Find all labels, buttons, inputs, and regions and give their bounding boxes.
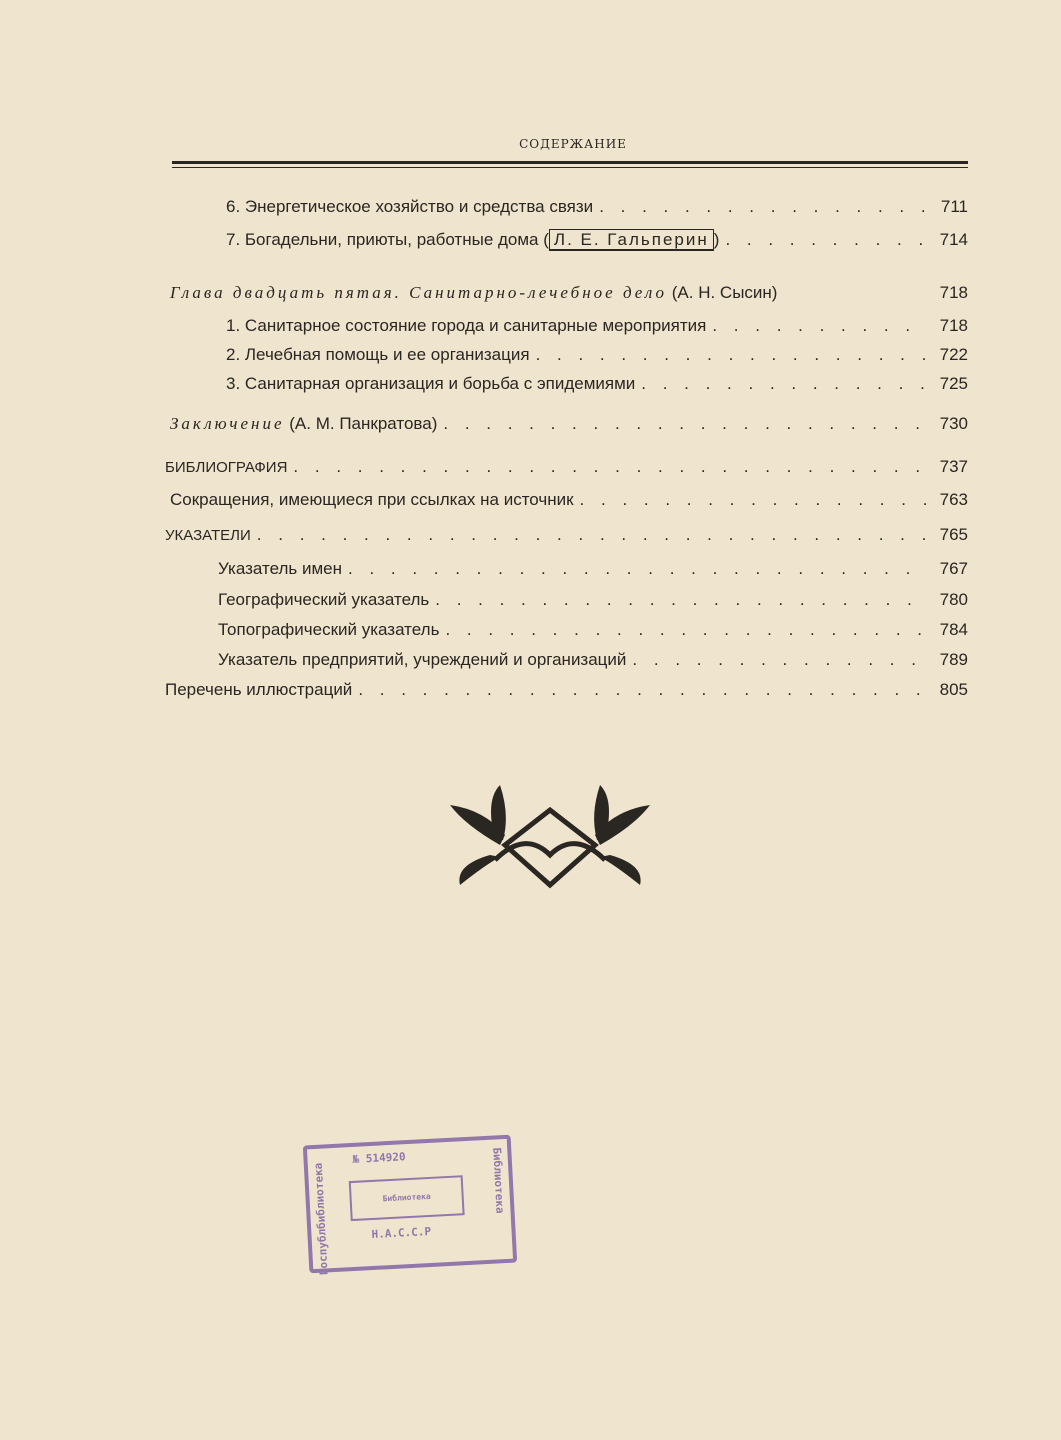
chapter-author: (А. М. Панкратова) [289, 414, 438, 433]
dot-leader [632, 649, 928, 671]
toc-entry [218, 649, 968, 671]
stamp-text: Н.А.С.С.Р [371, 1224, 432, 1242]
page-number: 767 [939, 559, 968, 578]
toc-entry [226, 373, 968, 395]
page-number: 718 [939, 283, 968, 302]
chapter-author: (А. Н. Сысин) [671, 283, 778, 302]
toc-entry [226, 344, 968, 366]
toc-entry [165, 679, 968, 701]
entry-label [226, 229, 719, 251]
running-header: СОДЕРЖАНИЕ [519, 137, 627, 151]
toc-entry [226, 229, 968, 251]
entry-label: 3. Санитарная организация и борьба с эпидемиями [226, 374, 636, 393]
page-number: 763 [939, 490, 968, 509]
stamp-text: Библиотека [490, 1147, 507, 1214]
dot-leader [725, 229, 928, 251]
entry-label [170, 413, 437, 435]
entry-label: Топографический указатель [218, 620, 440, 639]
dot-leader [257, 524, 928, 546]
page-number: 805 [939, 680, 968, 699]
toc-entry [226, 315, 968, 337]
dot-leader [293, 456, 928, 478]
dot-leader [445, 619, 928, 641]
toc-entry [218, 589, 968, 611]
dot-leader [348, 558, 928, 580]
library-stamp [303, 1135, 517, 1274]
stamp-text: Госпублбиблиотека [311, 1162, 331, 1276]
page-number: 730 [939, 414, 968, 433]
page-number: 784 [939, 620, 968, 639]
chapter-title: Заключение [170, 414, 285, 433]
entry-label: УКАЗАТЕЛИ [165, 527, 251, 544]
page-number: 765 [939, 525, 968, 544]
entry-label: 6. Энергетическое хозяйство и средства связи [226, 197, 594, 216]
stamp-number: № 514920 [352, 1150, 406, 1166]
toc-entry [226, 196, 968, 218]
entry-label: Указатель имен [218, 559, 342, 578]
entry-text: ) [713, 230, 720, 249]
stamp-inner-box: Библиотека [349, 1175, 465, 1221]
dot-leader [641, 373, 928, 395]
header-rule-thin [172, 167, 968, 168]
entry-label [170, 282, 777, 304]
toc-entry [165, 524, 968, 547]
page-number: 725 [939, 374, 968, 393]
page-number: 711 [940, 197, 968, 216]
entry-label: Географический указатель [218, 590, 430, 609]
dot-leader [599, 196, 928, 218]
dot-leader [580, 489, 928, 511]
page-number: 714 [939, 230, 968, 249]
entry-label: Перечень иллюстраций [165, 680, 353, 699]
entry-label: 1. Санитарное состояние города и санитарные мероприятия [226, 316, 707, 335]
page-number: 718 [939, 316, 968, 335]
dot-leader [443, 413, 928, 435]
page-number: 780 [939, 590, 968, 609]
entry-label: 2. Лечебная помощь и ее организация [226, 345, 530, 364]
dot-leader [536, 344, 928, 366]
page-number: 789 [939, 650, 968, 669]
toc-chapter [170, 413, 968, 435]
entry-text: 7. Богадельни, приюты, работные дома ( [226, 230, 549, 249]
toc-entry [218, 619, 968, 641]
dot-leader [435, 589, 928, 611]
ornament-vignette-icon [445, 785, 655, 900]
toc-entry [165, 456, 968, 479]
header-rule [172, 161, 968, 164]
entry-label: Сокращения, имеющиеся при ссылках на источник [170, 490, 574, 509]
author-box: Л. Е. Гальперин [549, 229, 714, 251]
dot-leader [358, 679, 928, 701]
page-number: 722 [939, 345, 968, 364]
toc-entry [170, 489, 968, 511]
dot-leader [712, 315, 928, 337]
chapter-title: Глава двадцать пятая. Санитарно-лечебное дело [170, 283, 668, 302]
entry-label: Указатель предприятий, учреждений и организаций [218, 650, 627, 669]
toc-chapter [170, 282, 968, 304]
entry-label: БИБЛИОГРАФИЯ [165, 459, 288, 476]
page-number: 737 [939, 457, 968, 476]
toc-entry [218, 558, 968, 580]
